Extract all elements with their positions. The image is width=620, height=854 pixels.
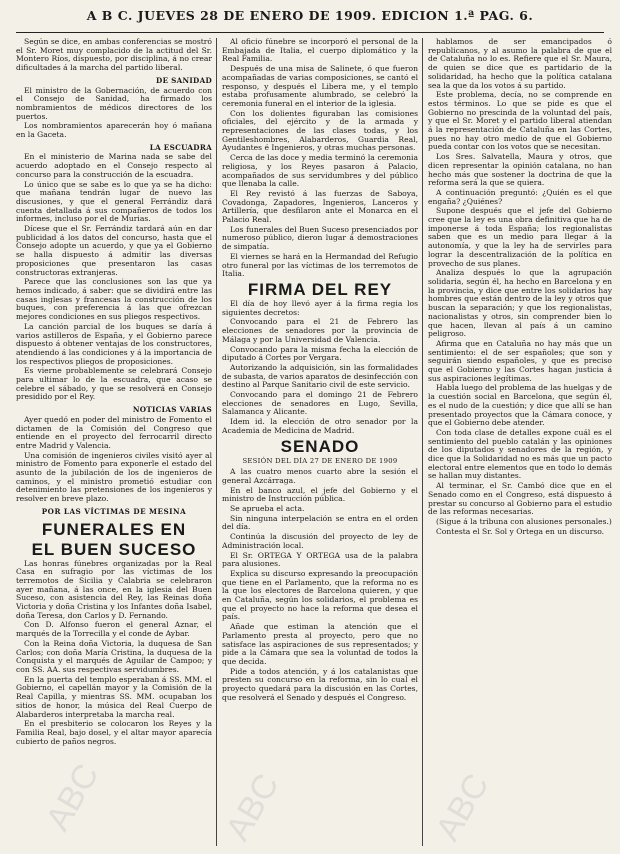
section-subhead: POR LAS VÍCTIMAS DE MESINA <box>41 506 187 516</box>
newspaper-page <box>8 8 612 846</box>
paragraph: Al terminar, el Sr. Cambó dice que en el Senado como en el Congreso, está dispuesto á prestar su concurso al Gobierno para el estudio de las reformas necesarias. <box>428 481 612 517</box>
paragraph: Habla luego del problema de las huelgas y de la cuestión social en Barcelona, que según él, es el nudo de la cuestión; y dice que allí se han presentado proyectos que la Cámara conoce, y que el Gobierno debe atender. <box>428 383 612 428</box>
paragraph: Las honras fúnebres organizadas por la Real Casa en sufragio por las víctimas de los terremotos de Sicilia y Calabria se celebraron ayer mañana, á las once, en la iglesia del Buen Suceso, con asistencia del Rey, las Reinas doña Victoria y doña Cristina y los Infantes doña Isabel, doña Teresa, don Carlos y D. Fernando. <box>16 558 212 620</box>
watermark-logo: ABC <box>218 767 287 848</box>
paragraph: Dícese que el Sr. Ferrándiz tardará aún en dar publicidad á los datos del concurso, hasta que el Consejo adopte un acuerdo, y que ya el Gobierno se halla dispuesto á admitir las diversas proposiciones que presentaron las casas constructoras extranjeras. <box>16 224 212 277</box>
page-header: A B C. JUEVES 28 DE ENERO DE 1909. EDICION 1.ª PAG. 6. <box>86 8 534 23</box>
paragraph: (Sigue á la tribuna con alusiones personales.) <box>436 516 612 526</box>
paragraph: Después de una misa de Salinete, ó que fueron acompañadas de varias composiciones, se cantó el responso, y después el Libera me, y el templo estaba profusamente alumbrado, se celebró la ceremonia funeral en el interior de la iglesia. <box>222 64 418 108</box>
paragraph: Una comisión de ingenieros civiles visitó ayer al ministro de Fomento para exponerle el estado del asunto de la jubilación de los de ingenieros de caminos, y el ministro prometió estudiar con detenimiento las pretensiones de los ingenieros y resolver en breve plazo. <box>16 450 212 504</box>
paragraph: Se aprueba el acta. <box>230 504 305 514</box>
paragraph: Los nombramientos aparecerán hoy ó mañana en la Gaceta. <box>16 121 212 140</box>
headline: FUNERALES EN <box>41 519 187 539</box>
session-line: SESIÓN DEL DÍA 27 DE ENERO DE 1909 <box>242 456 398 465</box>
watermark-logo: ABC <box>38 757 107 838</box>
paragraph: El viernes se hará en la Hermandad del Refugio otro funeral por las víctimas de los terremotos de Italia. <box>222 251 418 279</box>
paragraph: Al oficio fúnebre se incorporó el personal de la Embajada de Italia, el cuerpo diplomático y la Real Familia. <box>222 38 418 64</box>
paragraph: En el banco azul, el jefe del Gobierno y el ministro de Instrucción pública. <box>222 485 418 504</box>
paragraph: Según se dice, en ambas conferencias se mostró el Sr. Moret muy complacido de la actitud del Sr. Montero Ríos, dispuesto, por disciplina, á no crear dificultades á la marcha del partido liberal. <box>16 38 212 73</box>
paragraph: Continúa la discusión del proyecto de ley de Administración local. <box>222 532 418 550</box>
paragraph: El Rey revistó á las fuerzas de Saboya, Covadonga, Zapadores, Ingenieros, Lanceros y Artillería, que desfilaron ante el Monarca en el Palacio Real. <box>222 188 418 225</box>
paragraph: Es vierne probablemente se celebrará Consejo para ultimar lo de la escuadra, que acaso se celebre el sábado, y que se resolverá en Consejo presidido por el Rey. <box>16 366 212 402</box>
paragraph: Con D. Alfonso fueron el general Aznar, el marqués de la Torrecilla y el conde de Aybar. <box>16 620 212 639</box>
paragraph: Convocando para la misma fecha la elección de diputado á Cortes por Vergara. <box>222 344 418 363</box>
paragraph: En la puerta del templo esperaban á SS. MM. el Gobierno, el capellán mayor y la Comisión de la Real Capilla, y mientras SS. MM. ocupaban los sitios de honor, la música del Real Cuerpo de Alabarderos interpretaba la marcha real. <box>16 674 212 719</box>
paragraph: Con los dolientes figuraban las comisiones oficiales, del ejército y de la armada y representaciones de las clases todas, y los Gentileshombres, Alabarderos, Guardia Real, Ayudantes é Ingenieros, y otras muchas personas. <box>222 108 418 153</box>
column-divider-1 <box>216 38 217 846</box>
paragraph: A las cuatro menos cuarto abre la sesión el general Azcárraga. <box>222 467 418 485</box>
paragraph: Con la Reina doña Victoria, la duquesa de San Carlos; con doña María Cristina, la duquesa de la Conquista y el marqués de Aguilar de Campoo; y con SS. AA. sus respectivas servidumbres. <box>16 638 212 674</box>
paragraph: Lo único que se sabe es lo que ya se ha dicho: que mañana tendrán lugar de nuevo las discusiones, y que el general Ferrándiz dará cuenta detallada á sus compañeros de todos los informes, incluso por el de Murias. <box>16 179 212 224</box>
paragraph: Sin ninguna interpelación se entra en el orden del día. <box>222 513 418 532</box>
paragraph: Autorizando la adquisición, sin las formalidades de subasta, de varios aparatos de desinfección con destino al Parque Sanitario civil de este servicio. <box>222 362 418 390</box>
paragraph: Idem id. la elección de otro senador por la Academia de Medicina de Madrid. <box>222 417 418 435</box>
paragraph: El ministro de la Gobernación, de acuerdo con el Consejo de Sanidad, ha firmado los nombramientos de médicos directores de los puertos. <box>16 85 212 121</box>
paragraph: Convocando para el domingo 21 de Febrero elecciones de senadores en Lugo, Sevilla, Salamanca y Alicante. <box>222 390 418 417</box>
paragraph: Contesta el Sr. Sol y Ortega en un discurso. <box>436 526 605 536</box>
paragraph: Supone después que el jefe del Gobierno cree que la ley es una obra definitiva que ha de imponerse á toda España; los regionalistas saben que es un medio para llegar á la autonomía, y que la ley ha de servirles para lograr la descentralización de la política en provecho de sus planes. <box>428 206 612 268</box>
paragraph: Pide a todos atención, y á los catalanistas que presten su concurso en la reforma, sin lo cual el proyecto quedará para la discusión en las Cortes, que resolverá el Senado y después el Congreso. <box>222 666 418 702</box>
column-divider-2 <box>422 38 423 846</box>
column-3 <box>428 38 612 846</box>
section-rubric: NOTICIAS VARIAS <box>132 405 212 415</box>
watermark-logo: ABC <box>428 767 497 848</box>
column-1 <box>16 38 212 846</box>
paragraph: A continuación preguntó: ¿Quién es el que engaña? ¿Quiénes? <box>428 187 612 206</box>
paragraph: Ayer quedó en poder del ministro de Fomento el dictamen de la Comisión del Congreso que entiende en el proyecto del ferrocarril directo entre Madrid y Valencia. <box>16 414 212 450</box>
column-2 <box>222 38 418 846</box>
headline: FIRMA DEL REY <box>247 279 393 299</box>
paragraph: Con toda clase de detalles expone cuál es el sentimiento del pueblo catalán y las opiniones de los diputados y senadores de la región, y dice que la Solidaridad no es más que un pacto electoral entre elementos que en todo lo demás se hallan muy distantes. <box>428 427 612 481</box>
section-rubric: LA ESCUADRA <box>149 142 212 152</box>
headline: SENADO <box>280 436 360 456</box>
paragraph: Convocando para el 21 de Febrero las elecciones de senadores por la provincia de Málaga y por la Universidad de Valencia. <box>222 317 418 344</box>
section-rubric: DE SANIDAD <box>156 75 212 85</box>
paragraph: Los Sres. Salvatella, Maura y otros, que dicen representar la opinión catalana, no han hecho más que sostener la doctrina de que la reforma será la que se quiera. <box>428 152 612 188</box>
paragraph: Los funerales del Buen Suceso presenciados por numeroso público, dieron lugar á demostraciones de simpatía. <box>222 224 418 252</box>
paragraph: Parece que las conclusiones son las que ya hemos indicado, á saber: que se dividirá entre las casas inglesas y francesas la construcción de los buques, con preferencia á las que ofrezcan mejores condiciones en sus pliegos respectivos. <box>16 277 212 322</box>
paragraph: Explica su discurso expresando la preocupación que tiene en el Parlamento, que la reforma no es la que los electores de Barcelona quieren, y que en Cataluña, según los solidarios, el problema es que el proyecto no hace la reforma que desea el país. <box>222 568 418 622</box>
paragraph: En el ministerio de Marina nada se sabe del acuerdo adoptado en el Consejo respecto al concurso para la construcción de la escuadra. <box>16 152 212 179</box>
paragraph: Este problema, decía, no se comprende en estos términos. Lo que se pide es que el Gobierno no prescinda de la voluntad del país, y que el Sr. Moret y el partido liberal atiendan á la representación de Cataluña en las Cortes, pues no hay otro medio de que el Gobierno pueda contar con los votos que se necesitan. <box>428 90 612 152</box>
paragraph: El Sr. ORTEGA Y ORTEGA usa de la palabra para alusiones. <box>222 550 418 569</box>
paragraph: La canción parcial de los buques se daría á varios astilleros de España, y el Gobierno parece dispuesto á obtener ventajas de los constructores, atendiendo á las condiciones y á la importancia de los respectivos pliegos de proposiciones. <box>16 321 212 366</box>
paragraph: Añade que estiman la atención que el Parlamento presta al proyecto, pero que no satisface las aspiraciones de sus representados; y pide a la Cámara que sea la voluntad de todos la que decida. <box>222 622 418 666</box>
headline: EL BUEN SUCESO <box>31 539 197 559</box>
paragraph: El día de hoy llevó ayer á la firma regia los siguientes decretos: <box>222 298 418 317</box>
paragraph: Analiza después lo que la agrupación solidaria, según él, ha hecho en Barcelona y en la provincia, y dice que entre los solidarios hay hombres que están dentro de la ley y otros que buscan la separación; y que los regionalistas, nacionalistas y otros, sin comprender bien lo que hacen, llevan al país á un camino peligroso. <box>428 268 612 339</box>
paragraph: hablamos de ser emancipados ó republicanos, y al asumo la palabra de que el de Cataluña no lo es. Refiere que el Sr. Maura, de quien se dice que es partidario de la solidaridad, ha hecho que la política catalana sea la que da los votos á su partido. <box>428 38 612 90</box>
paragraph: Afirma que en Cataluña no hay más que un sentimiento: el de ser españoles; que son y seguirán siendo españoles, y que es preciso que el Gobierno y las Cortes hagan justicia á sus aspiraciones legítimas. <box>428 338 612 383</box>
paragraph: En el presbiterio se colocaron los Reyes y la Familia Real, bajo dosel, y el altar mayor aparecía cubierto de paños negros. <box>16 719 212 746</box>
header-rule <box>16 32 604 33</box>
paragraph: Cerca de las doce y media terminó la ceremonia religiosa, y los Reyes pasaron á Palacio, acompañados de sus servidumbres y del público que llenaba la calle. <box>222 153 418 189</box>
